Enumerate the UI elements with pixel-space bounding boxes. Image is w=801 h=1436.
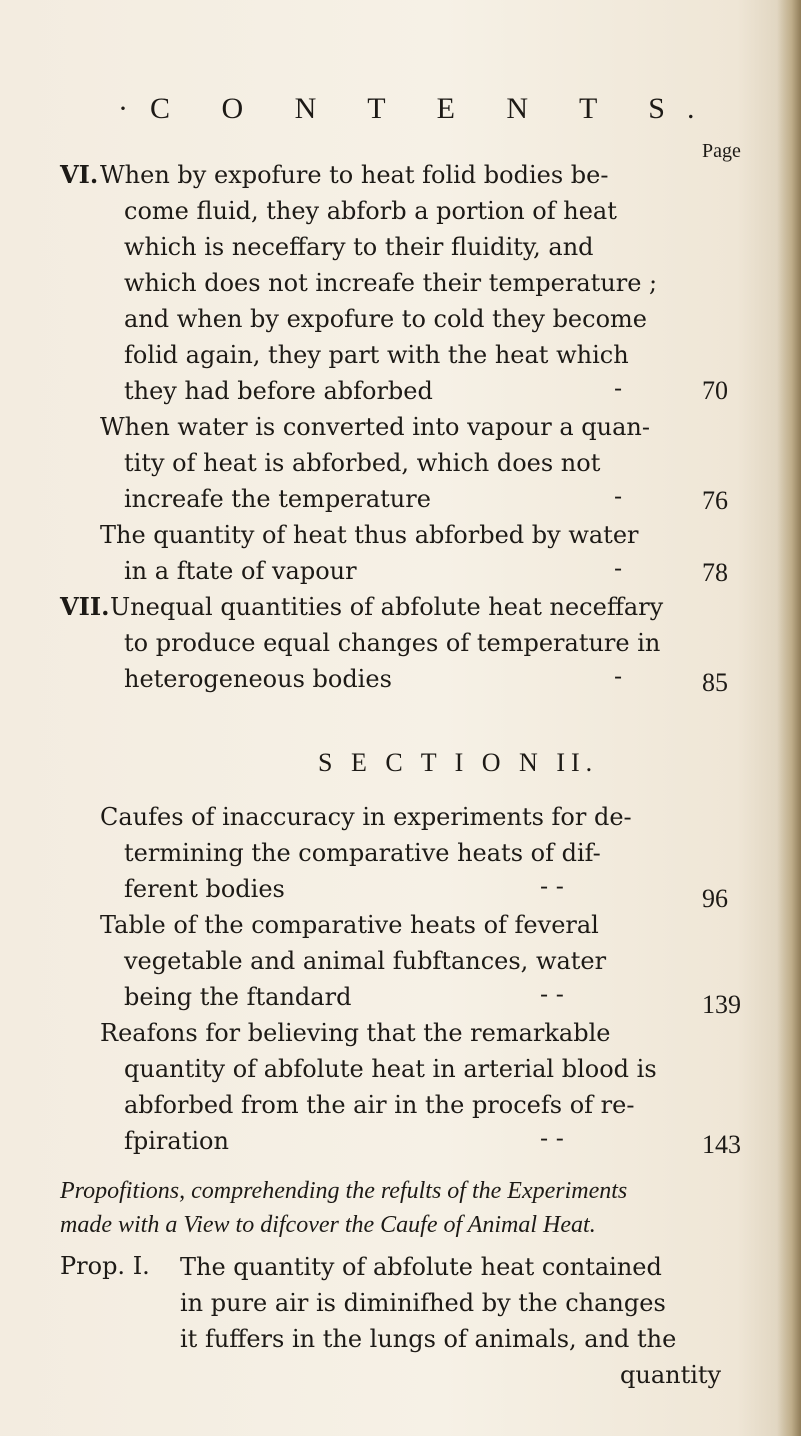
entry-line: folid again, they part with the heat which (124, 341, 629, 369)
propositions-heading-line: Propofitions, comprehending the refults of the Experiments (60, 1178, 628, 1204)
leader-dash: - - (540, 1124, 564, 1152)
leader-dash: - (614, 662, 623, 690)
entry-line: fpiration (124, 1127, 229, 1155)
entry-line: and when by expofure to cold they become (124, 305, 647, 333)
entry-line: being the ftandard (124, 983, 352, 1011)
proposition-line: it fuffers in the lungs of animals, and the (180, 1325, 677, 1353)
entry-line: termining the comparative heats of dif- (124, 839, 601, 867)
entry-line: tity of heat is abforbed, which does not (124, 449, 601, 477)
proposition-number: Prop. I. (60, 1252, 150, 1280)
entry-line: which does not increafe their temperature ; (124, 269, 658, 297)
entry-line: to produce equal changes of temperature in (124, 629, 661, 657)
page-edge (777, 0, 801, 1436)
page-number: 96 (702, 884, 728, 913)
entry-line: Reafons for believing that the remarkable (100, 1019, 611, 1047)
leader-dash: - (614, 374, 623, 402)
page-column-label: Page (702, 140, 741, 162)
leader-dash: - (614, 482, 623, 510)
entry-number: VII. (60, 592, 110, 621)
page-number: 139 (702, 990, 741, 1019)
entry-number: VI. (60, 160, 99, 189)
page-number: 70 (702, 376, 728, 405)
contents-heading: ·C O N T E N T S. (118, 92, 717, 125)
leader-dash: - - (540, 980, 564, 1008)
entry-line: vegetable and animal fubftances, water (124, 947, 607, 975)
leader-dash: - - (540, 872, 564, 900)
entry-line: in a ftate of vapour (124, 557, 357, 585)
leader-dash: - (614, 554, 623, 582)
entry-line: Caufes of inaccuracy in experiments for de- (100, 803, 632, 831)
entry-line: abforbed from the air in the procefs of re- (124, 1091, 635, 1119)
page-number: 76 (702, 486, 728, 515)
entry-line: The quantity of heat thus abforbed by water (100, 521, 639, 549)
entry-line: which is neceffary to their fluidity, and (124, 233, 594, 261)
entry-line: increafe the temperature (124, 485, 431, 513)
entry-line: Table of the comparative heats of feveral (100, 911, 599, 939)
entry-line: When water is converted into vapour a quan- (100, 413, 650, 441)
entry-line: heterogeneous bodies (124, 665, 392, 693)
section-heading: S E C T I O N II. (318, 748, 599, 777)
proposition-line: in pure air is diminifhed by the changes (180, 1289, 666, 1317)
page-number: 143 (702, 1130, 741, 1159)
entry-line: quantity of abfolute heat in arterial blood is (124, 1055, 657, 1083)
entry-line: When by expofure to heat folid bodies be- (100, 161, 609, 189)
page-number: 85 (702, 668, 728, 697)
entry-line: they had before abforbed (124, 377, 433, 405)
entry-line: come fluid, they abforb a portion of heat (124, 197, 617, 225)
catchword: quantity (620, 1361, 722, 1389)
entry-line: Unequal quantities of abfolute heat neceffary (110, 593, 664, 621)
proposition-line: The quantity of abfolute heat contained (180, 1253, 662, 1281)
page-number: 78 (702, 558, 728, 587)
propositions-heading-line: made with a View to difcover the Caufe of Animal Heat. (60, 1212, 596, 1238)
entry-line: ferent bodies (124, 875, 285, 903)
